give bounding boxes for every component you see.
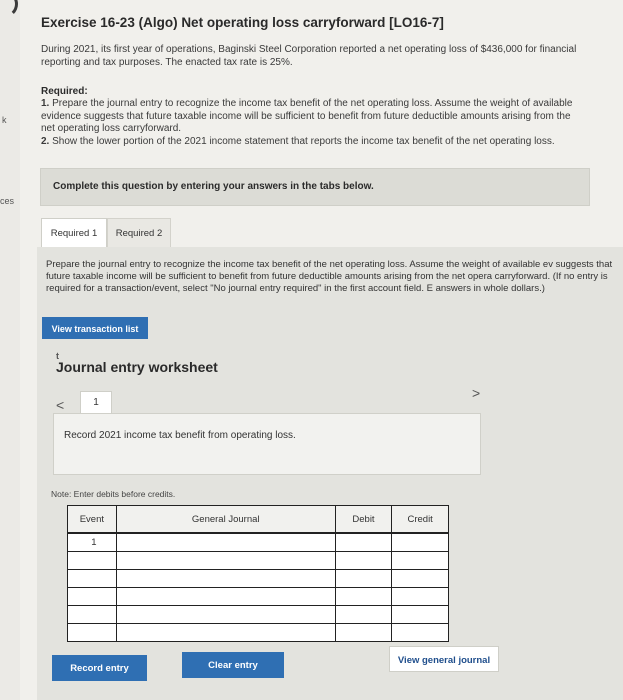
column-header-event: Event xyxy=(68,506,117,534)
account-field[interactable] xyxy=(116,533,335,552)
credit-field[interactable] xyxy=(392,588,449,606)
table-row xyxy=(68,570,449,588)
exercise-title: Exercise 16-23 (Algo) Net operating loss carryforward [LO16-7] xyxy=(41,15,444,30)
column-header-credit: Credit xyxy=(392,506,449,534)
debit-field[interactable] xyxy=(335,606,392,624)
debit-field[interactable] xyxy=(335,552,392,570)
worksheet-title-text: Journal entry worksheet xyxy=(56,359,218,375)
view-general-journal-button[interactable]: View general journal xyxy=(389,646,499,672)
required-heading: Required: xyxy=(41,86,88,97)
debit-field[interactable] xyxy=(335,624,392,642)
required-1-panel xyxy=(37,247,623,700)
tab-required-2[interactable]: Required 2 xyxy=(107,218,171,250)
margin-label-k: k xyxy=(2,115,7,125)
journal-entry-table xyxy=(67,505,449,642)
table-row xyxy=(68,624,449,642)
required-list xyxy=(41,98,586,148)
banner-text: Complete this question by entering your answers in the tabs below. xyxy=(53,181,374,192)
table-row xyxy=(68,606,449,624)
account-field[interactable] xyxy=(116,624,335,642)
tab-required-1[interactable]: Required 1 xyxy=(41,218,107,249)
event-cell xyxy=(68,624,117,642)
worksheet-title xyxy=(56,351,218,375)
event-cell xyxy=(68,606,117,624)
next-entry-icon[interactable]: > xyxy=(472,385,481,401)
view-transaction-list-button[interactable]: View transaction list xyxy=(42,317,148,339)
event-cell xyxy=(68,588,117,606)
table-row xyxy=(68,533,449,552)
column-header-debit: Debit xyxy=(335,506,392,534)
debit-field[interactable] xyxy=(335,588,392,606)
margin-label-ces: ces xyxy=(0,196,15,206)
previous-entry-icon[interactable]: < xyxy=(56,397,65,413)
event-cell xyxy=(68,552,117,570)
instruction-banner xyxy=(40,168,590,206)
record-description: Record 2021 income tax benefit from operating loss. xyxy=(64,430,296,441)
instruction-note: (If no entry is required for a transaction/event, select "No journal entry required" in the first account field. E answers in whole dollars.) xyxy=(46,271,608,294)
debit-field[interactable] xyxy=(335,570,392,588)
required-item-2: 2. Show the lower portion of the 2021 income statement that reports the income tax benefit of the net operating loss. xyxy=(41,135,555,147)
credit-field[interactable] xyxy=(392,533,449,552)
credit-field[interactable] xyxy=(392,552,449,570)
table-row xyxy=(68,552,449,570)
record-entry-button[interactable]: Record entry xyxy=(52,655,147,681)
account-field[interactable] xyxy=(116,588,335,606)
event-cell: 1 xyxy=(68,533,117,552)
debits-note: Note: Enter debits before credits. xyxy=(51,489,176,499)
record-description-box xyxy=(53,413,481,475)
credit-field[interactable] xyxy=(392,624,449,642)
event-cell xyxy=(68,570,117,588)
account-field[interactable] xyxy=(116,552,335,570)
credit-field[interactable] xyxy=(392,606,449,624)
debit-field[interactable] xyxy=(335,533,392,552)
required-item-1: 1. Prepare the journal entry to recognize the income tax benefit of the net operating loss. Assume the weight of available evidence suggests that future taxable income will be sufficient to benefit from future deductible amounts arising from the net operating loss carryforward. xyxy=(41,98,573,134)
title-tick-mark: t xyxy=(56,351,59,361)
left-margin-strip xyxy=(0,0,20,700)
column-header-general-journal: General Journal xyxy=(116,506,335,534)
account-field[interactable] xyxy=(116,606,335,624)
instruction-text: Prepare the journal entry to recognize the income tax benefit of the net operating loss. Assume the weight of available ev suggests that future taxable income will be sufficient to benefit from future deductible amounts arising from the net opera carryforward. xyxy=(46,259,613,282)
credit-field[interactable] xyxy=(392,570,449,588)
table-row xyxy=(68,588,449,606)
problem-intro: During 2021, its first year of operations, Baginski Steel Corporation reported a net operating loss of $436,000 for financial reporting and tax purposes. The enacted tax rate is 25%. xyxy=(41,44,577,68)
entry-page-number[interactable]: 1 xyxy=(80,391,112,419)
clear-entry-button[interactable]: Clear entry xyxy=(182,652,284,678)
panel-instructions xyxy=(46,259,616,295)
account-field[interactable] xyxy=(116,570,335,588)
